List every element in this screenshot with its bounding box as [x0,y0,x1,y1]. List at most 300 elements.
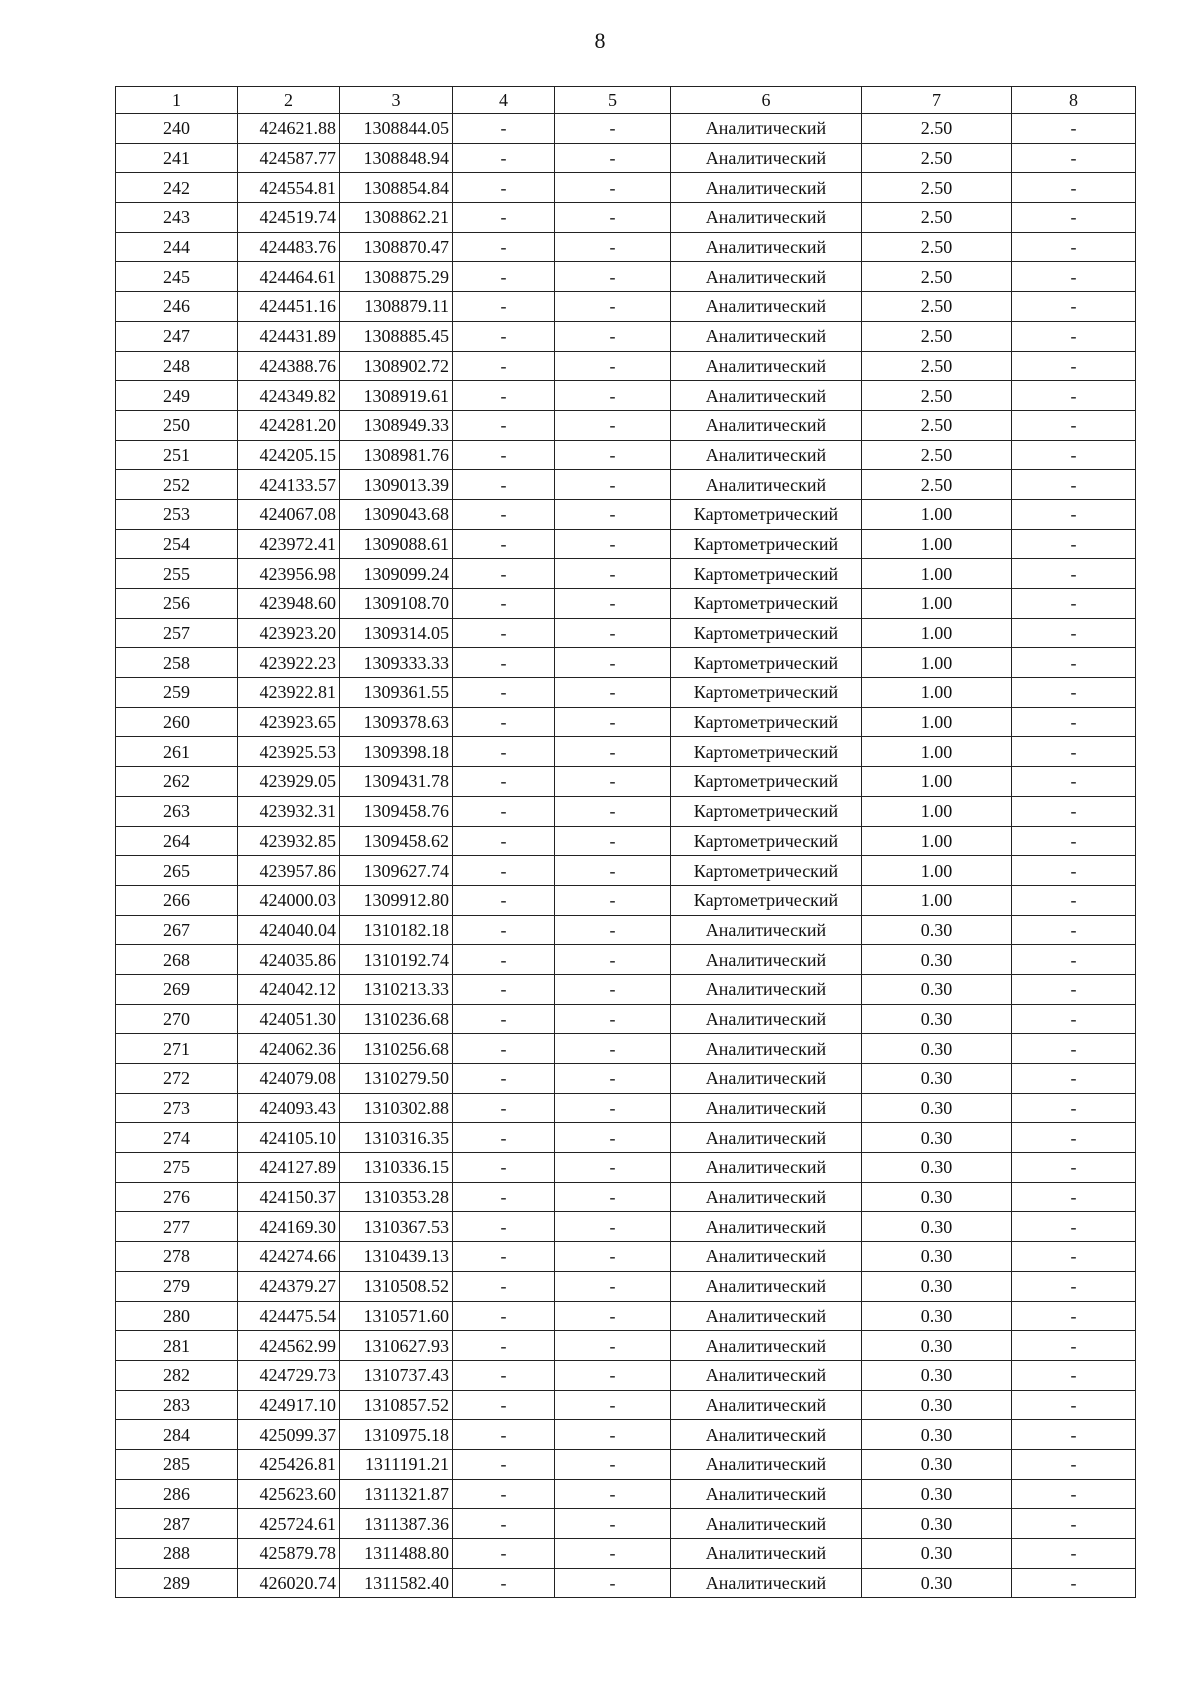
method-cell: Аналитический [671,1123,862,1153]
method-cell: Аналитический [671,470,862,500]
method-cell: Аналитический [671,1568,862,1598]
coordinate-x-cell: 424621.88 [238,114,340,144]
column-5-cell: - [555,1153,671,1183]
point-number-cell: 242 [116,173,238,203]
column-5-cell: - [555,589,671,619]
coordinate-x-cell: 424000.03 [238,885,340,915]
coordinate-x-cell: 424051.30 [238,1004,340,1034]
method-cell: Аналитический [671,1479,862,1509]
accuracy-cell: 2.50 [862,114,1012,144]
column-8-cell: - [1012,499,1136,529]
column-8-cell: - [1012,945,1136,975]
accuracy-cell: 0.30 [862,1449,1012,1479]
table-row [116,203,1136,233]
column-4-cell: - [453,114,555,144]
column-8-cell: - [1012,1093,1136,1123]
column-5-cell: - [555,262,671,292]
column-8-cell: - [1012,232,1136,262]
column-8-cell: - [1012,292,1136,322]
point-number-cell: 257 [116,618,238,648]
column-4-cell: - [453,1301,555,1331]
column-8-cell: - [1012,1064,1136,1094]
column-8-cell: - [1012,351,1136,381]
coordinate-y-cell: 1310367.53 [340,1212,453,1242]
accuracy-cell: 1.00 [862,737,1012,767]
accuracy-cell: 0.30 [862,1271,1012,1301]
column-5-cell: - [555,707,671,737]
point-number-cell: 241 [116,143,238,173]
point-number-cell: 251 [116,440,238,470]
point-number-cell: 258 [116,648,238,678]
column-8-cell: - [1012,470,1136,500]
table-row [116,1242,1136,1272]
accuracy-cell: 0.30 [862,915,1012,945]
column-5-cell: - [555,232,671,262]
table-row [116,1271,1136,1301]
coordinate-y-cell: 1310975.18 [340,1420,453,1450]
column-4-cell: - [453,1509,555,1539]
column-4-cell: - [453,1360,555,1390]
table-row [116,1509,1136,1539]
column-5-cell: - [555,321,671,351]
column-5-cell: - [555,1182,671,1212]
table-row [116,1539,1136,1569]
coordinate-x-cell: 424062.36 [238,1034,340,1064]
column-8-cell: - [1012,856,1136,886]
point-number-cell: 255 [116,559,238,589]
accuracy-cell: 0.30 [862,1360,1012,1390]
coordinates-table [115,86,1136,1598]
coordinate-x-cell: 425426.81 [238,1449,340,1479]
accuracy-cell: 2.50 [862,321,1012,351]
column-4-cell: - [453,321,555,351]
method-cell: Картометрический [671,767,862,797]
column-5-cell: - [555,737,671,767]
accuracy-cell: 2.50 [862,203,1012,233]
accuracy-cell: 1.00 [862,648,1012,678]
accuracy-cell: 1.00 [862,589,1012,619]
column-4-cell: - [453,767,555,797]
table-row [116,1093,1136,1123]
column-5-cell: - [555,648,671,678]
coordinate-y-cell: 1309361.55 [340,678,453,708]
point-number-cell: 264 [116,826,238,856]
table-row [116,1123,1136,1153]
table-row [116,885,1136,915]
coordinate-y-cell: 1308879.11 [340,292,453,322]
table-row [116,737,1136,767]
column-4-cell: - [453,1479,555,1509]
coordinate-x-cell: 425623.60 [238,1479,340,1509]
coordinate-y-cell: 1310353.28 [340,1182,453,1212]
coordinate-x-cell: 424105.10 [238,1123,340,1153]
table-row [116,1301,1136,1331]
table-row [116,1449,1136,1479]
coordinate-x-cell: 424483.76 [238,232,340,262]
accuracy-cell: 1.00 [862,559,1012,589]
method-cell: Картометрический [671,648,862,678]
accuracy-cell: 2.50 [862,232,1012,262]
coordinate-y-cell: 1310627.93 [340,1331,453,1361]
point-number-cell: 280 [116,1301,238,1331]
column-header: 7 [862,87,1012,114]
accuracy-cell: 0.30 [862,1539,1012,1569]
table-row [116,559,1136,589]
point-number-cell: 244 [116,232,238,262]
coordinate-x-cell: 425099.37 [238,1420,340,1450]
method-cell: Картометрический [671,589,862,619]
column-8-cell: - [1012,173,1136,203]
accuracy-cell: 0.30 [862,1123,1012,1153]
coordinate-y-cell: 1308848.94 [340,143,453,173]
coordinate-x-cell: 423956.98 [238,559,340,589]
coordinate-y-cell: 1310336.15 [340,1153,453,1183]
column-4-cell: - [453,974,555,1004]
coordinate-y-cell: 1310857.52 [340,1390,453,1420]
column-4-cell: - [453,203,555,233]
coordinate-y-cell: 1310302.88 [340,1093,453,1123]
coordinate-x-cell: 423923.65 [238,707,340,737]
coordinate-y-cell: 1310439.13 [340,1242,453,1272]
accuracy-cell: 0.30 [862,1509,1012,1539]
table-body [116,114,1136,1598]
column-8-cell: - [1012,1182,1136,1212]
table-row [116,143,1136,173]
coordinate-y-cell: 1309912.80 [340,885,453,915]
table-row [116,321,1136,351]
accuracy-cell: 1.00 [862,618,1012,648]
column-4-cell: - [453,1182,555,1212]
method-cell: Аналитический [671,410,862,440]
column-4-cell: - [453,1390,555,1420]
coordinate-x-cell: 424917.10 [238,1390,340,1420]
accuracy-cell: 0.30 [862,1568,1012,1598]
column-4-cell: - [453,1153,555,1183]
table-row [116,1390,1136,1420]
column-5-cell: - [555,885,671,915]
method-cell: Аналитический [671,1212,862,1242]
method-cell: Аналитический [671,173,862,203]
table-row [116,381,1136,411]
column-4-cell: - [453,351,555,381]
accuracy-cell: 1.00 [862,796,1012,826]
column-5-cell: - [555,1123,671,1153]
column-8-cell: - [1012,1153,1136,1183]
accuracy-cell: 2.50 [862,173,1012,203]
point-number-cell: 277 [116,1212,238,1242]
column-8-cell: - [1012,114,1136,144]
table-row [116,1182,1136,1212]
point-number-cell: 276 [116,1182,238,1212]
coordinate-x-cell: 424388.76 [238,351,340,381]
method-cell: Картометрический [671,796,862,826]
column-header: 3 [340,87,453,114]
column-4-cell: - [453,1331,555,1361]
column-5-cell: - [555,915,671,945]
column-4-cell: - [453,1064,555,1094]
accuracy-cell: 0.30 [862,1093,1012,1123]
point-number-cell: 248 [116,351,238,381]
method-cell: Картометрический [671,826,862,856]
coordinate-x-cell: 424349.82 [238,381,340,411]
coordinate-x-cell: 424127.89 [238,1153,340,1183]
coordinate-y-cell: 1311488.80 [340,1539,453,1569]
accuracy-cell: 2.50 [862,381,1012,411]
table-row [116,232,1136,262]
accuracy-cell: 0.30 [862,1301,1012,1331]
table-row [116,856,1136,886]
accuracy-cell: 0.30 [862,1004,1012,1034]
table-row [116,1212,1136,1242]
column-4-cell: - [453,1034,555,1064]
column-8-cell: - [1012,1539,1136,1569]
column-4-cell: - [453,1539,555,1569]
column-5-cell: - [555,1509,671,1539]
table-row [116,499,1136,529]
accuracy-cell: 2.50 [862,440,1012,470]
table-row [116,767,1136,797]
table-header-row [116,87,1136,114]
table-row [116,796,1136,826]
column-5-cell: - [555,974,671,1004]
point-number-cell: 249 [116,381,238,411]
column-4-cell: - [453,1449,555,1479]
coordinate-x-cell: 424040.04 [238,915,340,945]
column-8-cell: - [1012,440,1136,470]
coordinate-x-cell: 424150.37 [238,1182,340,1212]
coordinate-y-cell: 1308919.61 [340,381,453,411]
column-4-cell: - [453,648,555,678]
column-8-cell: - [1012,410,1136,440]
method-cell: Аналитический [671,292,862,322]
point-number-cell: 275 [116,1153,238,1183]
column-8-cell: - [1012,203,1136,233]
coordinate-x-cell: 424079.08 [238,1064,340,1094]
coordinate-y-cell: 1308854.84 [340,173,453,203]
column-5-cell: - [555,410,671,440]
point-number-cell: 247 [116,321,238,351]
method-cell: Картометрический [671,707,862,737]
table-row [116,707,1136,737]
table-row [116,1153,1136,1183]
method-cell: Аналитический [671,351,862,381]
coordinate-y-cell: 1308875.29 [340,262,453,292]
column-5-cell: - [555,1449,671,1479]
point-number-cell: 288 [116,1539,238,1569]
column-5-cell: - [555,678,671,708]
coordinate-x-cell: 423922.81 [238,678,340,708]
point-number-cell: 282 [116,1360,238,1390]
coordinate-x-cell: 423925.53 [238,737,340,767]
point-number-cell: 289 [116,1568,238,1598]
coordinate-y-cell: 1310508.52 [340,1271,453,1301]
column-5-cell: - [555,618,671,648]
coordinate-x-cell: 424281.20 [238,410,340,440]
column-5-cell: - [555,945,671,975]
column-5-cell: - [555,1301,671,1331]
column-8-cell: - [1012,1449,1136,1479]
table-row [116,618,1136,648]
coordinate-y-cell: 1308981.76 [340,440,453,470]
point-number-cell: 270 [116,1004,238,1034]
coordinate-x-cell: 424729.73 [238,1360,340,1390]
accuracy-cell: 0.30 [862,1212,1012,1242]
coordinate-x-cell: 424035.86 [238,945,340,975]
column-8-cell: - [1012,1331,1136,1361]
column-5-cell: - [555,1390,671,1420]
method-cell: Картометрический [671,885,862,915]
coordinate-x-cell: 424519.74 [238,203,340,233]
column-4-cell: - [453,410,555,440]
coordinate-x-cell: 424562.99 [238,1331,340,1361]
coordinate-x-cell: 423948.60 [238,589,340,619]
column-4-cell: - [453,292,555,322]
coordinate-y-cell: 1308870.47 [340,232,453,262]
column-8-cell: - [1012,826,1136,856]
coordinate-x-cell: 424464.61 [238,262,340,292]
point-number-cell: 250 [116,410,238,440]
coordinate-y-cell: 1311582.40 [340,1568,453,1598]
accuracy-cell: 2.50 [862,143,1012,173]
coordinate-x-cell: 424133.57 [238,470,340,500]
method-cell: Аналитический [671,1093,862,1123]
method-cell: Аналитический [671,1331,862,1361]
method-cell: Аналитический [671,1301,862,1331]
point-number-cell: 262 [116,767,238,797]
column-8-cell: - [1012,1242,1136,1272]
coordinate-x-cell: 423923.20 [238,618,340,648]
accuracy-cell: 1.00 [862,885,1012,915]
method-cell: Аналитический [671,1004,862,1034]
column-4-cell: - [453,262,555,292]
table-row [116,1034,1136,1064]
coordinate-y-cell: 1309378.63 [340,707,453,737]
column-4-cell: - [453,1271,555,1301]
method-cell: Аналитический [671,1509,862,1539]
column-8-cell: - [1012,262,1136,292]
coordinate-x-cell: 424169.30 [238,1212,340,1242]
method-cell: Аналитический [671,1390,862,1420]
point-number-cell: 240 [116,114,238,144]
point-number-cell: 287 [116,1509,238,1539]
column-4-cell: - [453,173,555,203]
column-8-cell: - [1012,1123,1136,1153]
coordinate-y-cell: 1309088.61 [340,529,453,559]
column-5-cell: - [555,767,671,797]
accuracy-cell: 1.00 [862,826,1012,856]
column-8-cell: - [1012,143,1136,173]
column-5-cell: - [555,1331,671,1361]
coordinate-y-cell: 1311191.21 [340,1449,453,1479]
column-4-cell: - [453,707,555,737]
column-8-cell: - [1012,1004,1136,1034]
method-cell: Картометрический [671,559,862,589]
table-row [116,974,1136,1004]
method-cell: Аналитический [671,143,862,173]
column-header: 1 [116,87,238,114]
coordinate-y-cell: 1311387.36 [340,1509,453,1539]
coordinate-x-cell: 423932.85 [238,826,340,856]
point-number-cell: 253 [116,499,238,529]
column-4-cell: - [453,470,555,500]
column-5-cell: - [555,1539,671,1569]
table-row [116,440,1136,470]
column-5-cell: - [555,826,671,856]
coordinate-y-cell: 1310256.68 [340,1034,453,1064]
accuracy-cell: 1.00 [862,707,1012,737]
column-4-cell: - [453,232,555,262]
table-row [116,1360,1136,1390]
coordinate-x-cell: 424379.27 [238,1271,340,1301]
point-number-cell: 261 [116,737,238,767]
column-4-cell: - [453,1212,555,1242]
table-row [116,648,1136,678]
coordinate-y-cell: 1309043.68 [340,499,453,529]
coordinate-y-cell: 1310213.33 [340,974,453,1004]
coordinate-x-cell: 424554.81 [238,173,340,203]
method-cell: Аналитический [671,321,862,351]
column-4-cell: - [453,796,555,826]
method-cell: Аналитический [671,114,862,144]
column-5-cell: - [555,856,671,886]
column-4-cell: - [453,618,555,648]
column-8-cell: - [1012,1479,1136,1509]
table-row [116,529,1136,559]
column-8-cell: - [1012,381,1136,411]
column-5-cell: - [555,1242,671,1272]
page-number: 8 [594,28,606,53]
coordinate-x-cell: 426020.74 [238,1568,340,1598]
coordinate-x-cell: 423972.41 [238,529,340,559]
column-8-cell: - [1012,1360,1136,1390]
column-8-cell: - [1012,767,1136,797]
coordinate-x-cell: 424042.12 [238,974,340,1004]
coordinate-y-cell: 1310192.74 [340,945,453,975]
column-8-cell: - [1012,885,1136,915]
coordinate-x-cell: 424067.08 [238,499,340,529]
accuracy-cell: 0.30 [862,1064,1012,1094]
coordinate-y-cell: 1310279.50 [340,1064,453,1094]
column-4-cell: - [453,143,555,173]
coordinate-y-cell: 1309627.74 [340,856,453,886]
point-number-cell: 285 [116,1449,238,1479]
coordinate-y-cell: 1309458.76 [340,796,453,826]
point-number-cell: 273 [116,1093,238,1123]
coordinate-x-cell: 423957.86 [238,856,340,886]
column-4-cell: - [453,529,555,559]
column-5-cell: - [555,1568,671,1598]
column-4-cell: - [453,737,555,767]
column-4-cell: - [453,885,555,915]
column-5-cell: - [555,470,671,500]
coordinate-y-cell: 1309458.62 [340,826,453,856]
accuracy-cell: 1.00 [862,499,1012,529]
coordinate-y-cell: 1310571.60 [340,1301,453,1331]
coordinate-y-cell: 1309333.33 [340,648,453,678]
table-row [116,410,1136,440]
column-4-cell: - [453,1004,555,1034]
table-row [116,1568,1136,1598]
point-number-cell: 259 [116,678,238,708]
column-8-cell: - [1012,618,1136,648]
accuracy-cell: 0.30 [862,1242,1012,1272]
column-5-cell: - [555,1034,671,1064]
column-5-cell: - [555,1271,671,1301]
point-number-cell: 272 [116,1064,238,1094]
coordinate-y-cell: 1309013.39 [340,470,453,500]
column-4-cell: - [453,1123,555,1153]
method-cell: Картометрический [671,499,862,529]
